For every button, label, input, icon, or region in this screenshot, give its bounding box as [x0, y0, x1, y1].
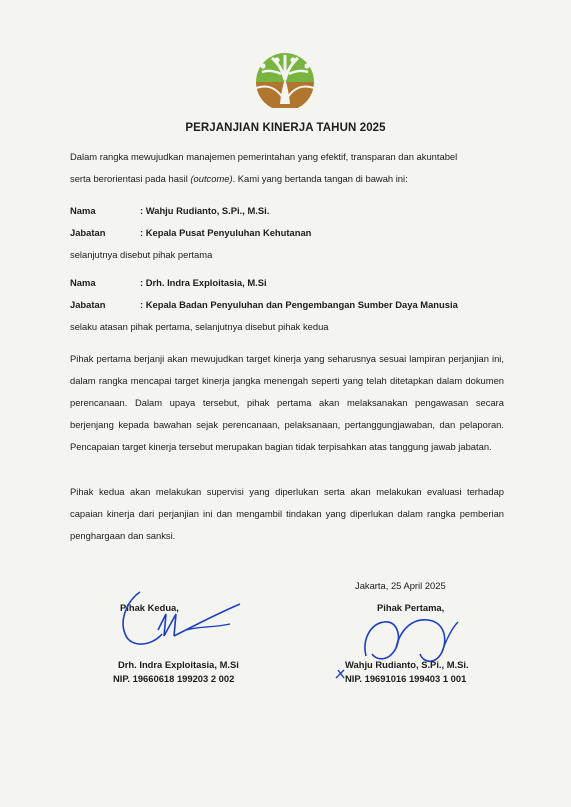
party2-name-row	[70, 277, 267, 288]
party2-position-row	[70, 299, 458, 310]
left-signatory-name: Drh. Indra Exploitasia, M.Si	[118, 659, 239, 670]
right-signatory-role: Pihak Pertama,	[377, 602, 445, 613]
party1-position-value: : Kepala Pusat Penyuluhan Kehutanan	[140, 227, 312, 238]
party1-name-row	[70, 205, 269, 216]
party1-name-value: : Wahju Rudianto, S.Pi., M.Si.	[140, 205, 270, 216]
left-signature-icon	[100, 570, 260, 660]
right-signatory-name: Wahju Rudianto, S.Pi., M.Si.	[345, 659, 469, 670]
party1-position-row	[70, 227, 311, 238]
party2-position-label: Jabatan	[70, 299, 106, 310]
paragraph-supervision: Pihak kedua akan melakukan supervisi yang diperlukan serta akan melakukan evaluasi terhadap capaian kinerja dari perjanjian ini dan mengambil tindakan yang diperlukan dalam rangka pemberian penghargaan dan sanksi.	[70, 486, 504, 541]
place-date: Jakarta, 25 April 2025	[355, 580, 446, 591]
party2-name-value: : Drh. Indra Exploitasia, M.Si	[140, 277, 267, 288]
paragraph-commitment: Pihak pertama berjanji akan mewujudkan target kinerja yang seharusnya sesuai lampiran perjanjian ini, dalam rangka mencapai target kinerja jangka menengah seperti yang telah ditetapkan dalam dokumen perencanaan. Dalam upaya tersebut, pihak pertama akan melaksanakan pengawasan secara berjenjang kepada bawahan sejak perencanaan, pelaksanaan, pertanggungjawaban, dan pelaporan. Pencapaian target kinerja tersebut merupakan bagian tidak terpisahkan atas tanggung jawab jabatan.	[70, 353, 504, 452]
party1-name-label: Nama	[70, 205, 96, 216]
ministry-logo-icon	[250, 38, 320, 108]
intro-line-1: Dalam rangka mewujudkan manajemen pemerintahan yang efektif, transparan dan akuntabel	[70, 151, 458, 162]
document-title: PERJANJIAN KINERJA TAHUN 2025	[185, 122, 386, 134]
party2-note: selaku atasan pihak pertama, selanjutnya disebut pihak kedua	[70, 321, 329, 332]
right-signatory-nip: NIP. 19691016 199403 1 001	[345, 673, 467, 684]
party2-name-label: Nama	[70, 277, 96, 288]
party2-position-value: : Kepala Badan Penyuluhan dan Pengembangan Sumber Daya Manusia	[140, 299, 458, 310]
left-signatory-role: Pihak Kedua,	[120, 602, 179, 613]
party1-position-label: Jabatan	[70, 227, 106, 238]
left-signatory-nip: NIP. 19660618 199203 2 002	[113, 673, 235, 684]
party1-note: selanjutnya disebut pihak pertama	[70, 249, 213, 260]
intro-line-2: serta berorientasi pada hasil (outcome). Kami yang bertanda tangan di bawah ini:	[70, 173, 408, 184]
